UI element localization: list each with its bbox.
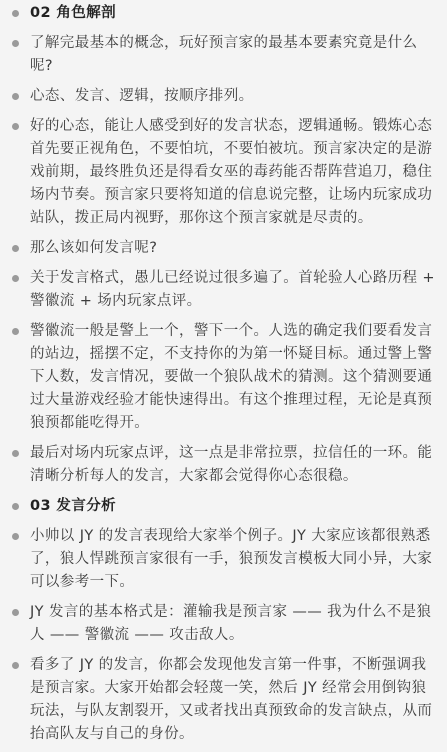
list-item: 小帅以 JY 的发言表现给大家举个例子。JY 大家应该都很熟悉了，狼人悍跳预言家很有一手，狼预发言模板大同小异，大家可以参考一下。 <box>8 525 437 594</box>
list-item: 了解完最基本的概念，玩好预言家的最基本要素究竟是什么呢? <box>8 32 437 78</box>
list-item: 心态、发言、逻辑，按顺序排列。 <box>8 85 437 108</box>
bullet-icon <box>12 10 19 17</box>
bullet-icon <box>12 609 19 616</box>
list-item: 那么该如何发言呢? <box>8 237 437 260</box>
bullet-icon <box>12 328 19 335</box>
list-item: 看多了 JY 的发言，你都会发现他发言第一件事，不断强调我是预言家。大家开始都会轻蔑一笑，然后 JY 经常会用倒钩狼玩法，与队友割裂开，又或者找出真预致命的发言缺点，从而抬高队友与自己的身份。 <box>8 654 437 746</box>
bullet-icon <box>12 450 19 457</box>
bullet-icon <box>12 503 19 510</box>
bullet-icon <box>12 245 19 252</box>
bullet-icon <box>12 533 19 540</box>
list-item: 最后对场内玩家点评，这一点是非常拉票，拉信任的一环。能清晰分析每人的发言，大家都会觉得你心态很稳。 <box>8 442 437 488</box>
bullet-icon <box>12 123 19 130</box>
bullet-icon <box>12 275 19 282</box>
bullet-icon <box>12 40 19 47</box>
list-item: 关于发言格式，愚儿已经说过很多遍了。首轮验人心路历程 + 警徽流 + 场内玩家点评。 <box>8 267 437 313</box>
section-heading-speech-analysis: 03 发言分析 <box>8 495 437 518</box>
bullet-icon <box>12 662 19 669</box>
section-heading-role-analysis: 02 角色解剖 <box>8 2 437 25</box>
list-item: JY 发言的基本格式是：灌输我是预言家 —— 我为什么不是狼人 —— 警徽流 —— 攻击敌人。 <box>8 601 437 647</box>
bullet-icon <box>12 93 19 100</box>
list-item: 好的心态，能让人感受到好的发言状态，逻辑通畅。锻炼心态首先要正视角色，不要怕坑，不要怕被坑。预言家决定的是游戏前期，最终胜负还是得看女巫的毒药能否帮阵营追刀，稳住场内节奏。预言家只要将知道的信息说完整，让场内玩家成功站队，拨正局内视野，那你这个预言家就是尽责的。 <box>8 115 437 230</box>
list-item: 警徽流一般是警上一个，警下一个。人选的确定我们要看发言的站边，摇摆不定，不支持你的为第一怀疑目标。通过警上警下人数，发言情况，要做一个狼队战术的猜测。这个猜测要通过大量游戏经验才能快速得出。有这个推理过程，无论是真预狼预都能吃得开。 <box>8 320 437 435</box>
